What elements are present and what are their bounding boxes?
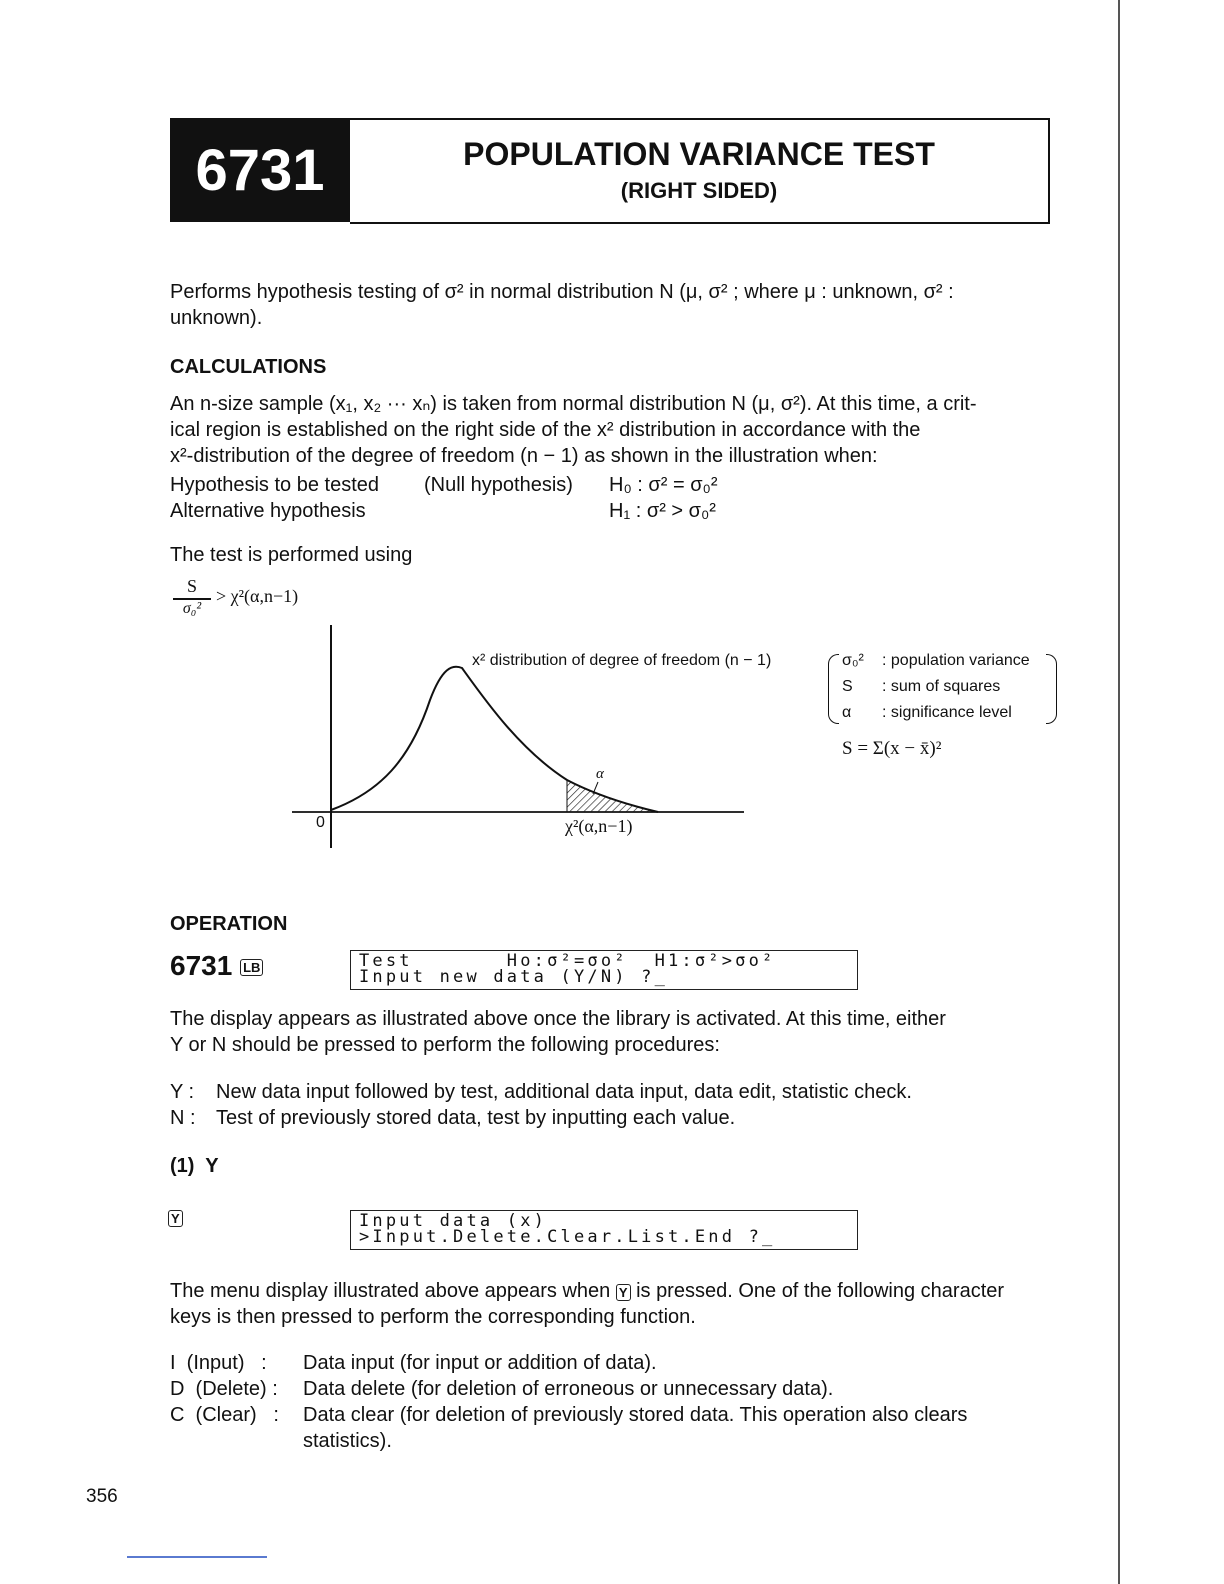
- option-row: [170, 1105, 1050, 1131]
- page-number: 356: [86, 1486, 118, 1507]
- program-number: 6731: [195, 137, 325, 203]
- operation-heading: OPERATION: [170, 913, 288, 935]
- distribution-curve: [331, 667, 658, 812]
- lcd-line: >Input.Delete.Clear.List.End ?_: [359, 1227, 776, 1247]
- y-key: Y: [168, 1210, 183, 1227]
- hypothesis-label: Alternative hypothesis: [170, 500, 366, 522]
- hypotheses: [170, 472, 870, 524]
- menu-line: keys is then pressed to perform the corresponding function.: [170, 1306, 696, 1328]
- hypothesis-note: (Null hypothesis): [424, 474, 573, 496]
- legend-row: [842, 674, 1030, 700]
- legend-left-brace: [828, 654, 839, 724]
- y-key-icon: [168, 1210, 183, 1228]
- option-key: Y :: [170, 1081, 195, 1103]
- function-key: D (Delete) :: [170, 1378, 278, 1400]
- function-text: Data input (for input or addition of data).: [303, 1352, 657, 1374]
- menu-line: [170, 1278, 1050, 1304]
- hypothesis-expr: H₀ : σ² = σ₀²: [609, 474, 718, 496]
- legend-desc: : significance level: [882, 704, 1012, 721]
- library-key-icon: LB: [240, 959, 263, 976]
- null-hypothesis-row: [170, 472, 870, 498]
- lcd-line: Test Ho:σ²=σo² H1:σ²>σo²: [359, 951, 776, 971]
- lcd-display-1: [350, 950, 858, 990]
- function-key: C (Clear) :: [170, 1404, 279, 1426]
- menu-text: The menu display illustrated above appears when: [170, 1280, 611, 1302]
- legend-desc: : sum of squares: [882, 678, 1001, 695]
- curve-label: x² distribution of degree of freedom (n − 1): [472, 652, 772, 669]
- page-edge-line: [1118, 0, 1120, 1584]
- operation-paragraph: [170, 1006, 1050, 1058]
- legend-symbol: S: [842, 678, 853, 695]
- hypothesis-note: [424, 498, 609, 524]
- function-row: [170, 1350, 1050, 1376]
- function-row: [170, 1376, 1050, 1402]
- operation-program: [170, 950, 263, 982]
- sum-of-squares-formula: S = Σ(x − x̄)²: [842, 738, 942, 759]
- program-number-block: [170, 118, 350, 222]
- title-box: [350, 118, 1050, 224]
- function-row: [170, 1428, 1050, 1454]
- legend-row: [842, 700, 1030, 726]
- formula-denominator: σ₀²: [182, 600, 202, 617]
- legend: [842, 648, 1030, 726]
- option-row: [170, 1079, 1050, 1105]
- function-row: [170, 1402, 1050, 1428]
- legend-symbol: σ₀²: [842, 652, 864, 669]
- legend-symbol: α: [842, 704, 852, 721]
- intro-line: Performs hypothesis testing of σ² in normal distribution N (μ, σ² ; where μ : unknown, σ² :: [170, 281, 954, 303]
- page-title: POPULATION VARIANCE TEST: [463, 136, 935, 172]
- function-key: I (Input) :: [170, 1352, 267, 1374]
- formula-rhs: > χ²(α,n−1): [216, 586, 299, 606]
- hypothesis-label: Hypothesis to be tested: [170, 474, 380, 496]
- hypothesis-expr: H₁ : σ² > σ₀²: [609, 500, 716, 522]
- operation-program-number: 6731: [170, 950, 233, 981]
- operation-line: Y or N should be pressed to perform the following procedures:: [170, 1034, 720, 1056]
- critical-value-label: χ²(α,n−1): [565, 816, 633, 836]
- y-key-inline: Y: [616, 1284, 631, 1301]
- alpha-label: α: [596, 766, 604, 782]
- intro-paragraph: [170, 279, 1050, 331]
- lcd-line: Input data (x): [359, 1211, 548, 1231]
- option-text: New data input followed by test, additional data input, data edit, statistic check.: [216, 1081, 912, 1103]
- legend-row: [842, 648, 1030, 674]
- operation-line: The display appears as illustrated above once the library is activated. At this time, either: [170, 1008, 946, 1030]
- lcd-line: Input new data (Y/N) ?_: [359, 967, 669, 987]
- menu-text: is pressed. One of the following character: [636, 1280, 1005, 1302]
- step-label: (1) Y: [170, 1155, 219, 1177]
- calculations-heading: CALCULATIONS: [170, 356, 327, 378]
- calculations-paragraph: [170, 391, 1050, 469]
- yn-options: [170, 1079, 1050, 1131]
- page-subtitle: (RIGHT SIDED): [620, 178, 778, 203]
- formula-numerator: S: [186, 576, 197, 596]
- function-list: [170, 1350, 1050, 1454]
- menu-paragraph: [170, 1278, 1050, 1330]
- test-intro: The test is performed using: [170, 544, 413, 566]
- function-text: Data clear (for deletion of previously stored data. This operation also clears: [303, 1404, 968, 1426]
- origin-label: 0: [316, 814, 325, 831]
- option-text: Test of previously stored data, test by inputting each value.: [216, 1107, 736, 1129]
- lcd-display-2: [350, 1210, 858, 1250]
- alt-hypothesis-row: [170, 498, 870, 524]
- calc-line: x²-distribution of the degree of freedom (n − 1) as shown in the illustration when:: [170, 445, 878, 467]
- intro-line: unknown).: [170, 307, 263, 329]
- critical-region: [567, 780, 658, 812]
- legend-right-brace: [1046, 654, 1057, 724]
- option-key: N :: [170, 1107, 196, 1129]
- function-text: Data delete (for deletion of erroneous or unnecessary data).: [303, 1378, 834, 1400]
- footer-rule: [127, 1556, 267, 1558]
- legend-desc: : population variance: [882, 652, 1030, 669]
- function-text-cont: statistics).: [303, 1430, 392, 1452]
- calc-line: An n-size sample (x₁, x₂ ··· xₙ) is taken from normal distribution N (μ, σ²). At this time, a crit-: [170, 393, 977, 415]
- calc-line: ical region is established on the right side of the x² distribution in accordance with the: [170, 419, 921, 441]
